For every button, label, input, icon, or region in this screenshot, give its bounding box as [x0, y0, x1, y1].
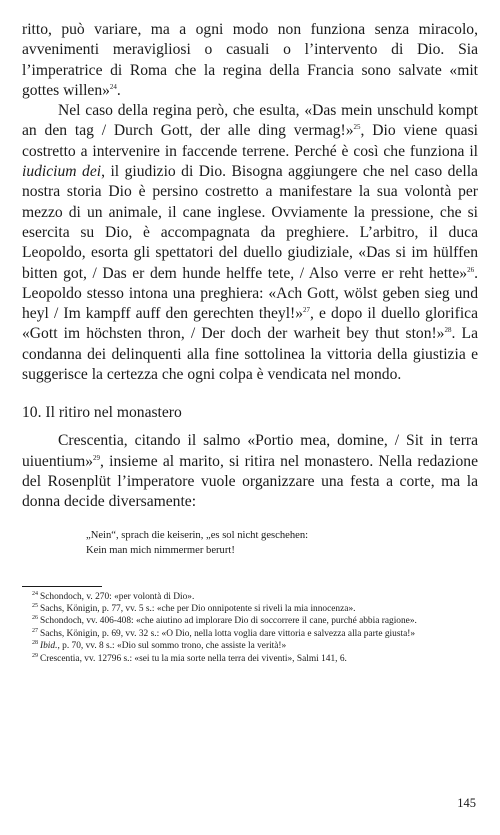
paragraph-1: [22, 20, 478, 101]
paragraph-2: [22, 101, 478, 385]
section-heading: 10. Il ritiro nel monastero: [22, 404, 182, 422]
section-paragraph: [22, 431, 478, 512]
footnote-text: Schondoch, v. 270: «per volontà di Dio».: [40, 591, 195, 602]
text-run: , e dopo il duello glorifica «Gott im höchsten thron, / Der doch der warheit bey thut ston!»: [22, 305, 478, 343]
footnotes: [22, 591, 478, 665]
footnote-text: , p. 70, vv. 8 s.: «Dio sul sommo trono, che assiste la verità!»: [57, 641, 287, 652]
footnote-reference: 28: [444, 326, 452, 335]
footnote-reference: 25: [353, 123, 361, 132]
footnote: [22, 615, 478, 627]
text-run: Nel caso della regina però, che esulta, «Das mein unschuld kompt an den tag / Durch Gott, der alle ding vermag!»: [22, 102, 478, 140]
text-run: , insieme al marito, si ritira nel monastero. Nella redazione del Rosenplüt l’imperatore vuole organizzare una festa a corte, ma la donna decide diversamente:: [22, 452, 478, 511]
footnote-text: Schondoch, vv. 406-408: «che aiutino ad implorare Dio di soccorrere il cane, purché abbia ragione».: [40, 616, 417, 627]
text-run: . Leopoldo stesso intona una preghiera: «Ach Gott, wölst geben sieg und heyl / Im kampff auff den gerechten theyl!»: [22, 264, 478, 323]
footnote-reference: 24: [109, 82, 117, 91]
footnote-number: 29: [32, 652, 38, 659]
footnote: [22, 591, 478, 603]
section-text: [22, 431, 478, 512]
italic-text: iudicium dei: [22, 163, 102, 181]
footnote-text: Crescentia, vv. 12796 s.: «sei tu la mia sorte nella terra dei viventi», Salmi 141, 6.: [40, 653, 347, 664]
book-page: [22, 20, 478, 665]
footnote: [22, 640, 478, 652]
quote-line: Kein man mich nimmermer berurt!: [86, 544, 235, 556]
footnote: [22, 603, 478, 615]
footnote-text: Sachs, Königin, p. 77, vv. 5 s.: «che per Dio onnipotente si riveli la mia innocenza».: [40, 603, 356, 614]
footnote-text: Sachs, Königin, p. 69, vv. 32 s.: «O Dio, nella lotta voglia dare vittoria e salvezza alla parte giusta!»: [40, 628, 416, 639]
text-run: Crescentia, citando il salmo «Portio mea, domine, / Sit in terra uiuentium»: [22, 432, 478, 470]
text-run: , il giudizio di Dio. Bisogna aggiungere che nel caso della nostra storia Dio è persino costretto a manifestare la sua volontà per mezzo di un animale, il cane inglese. Ovviamente la pressione, che si esercita su Dio, è accompagnata da preghiere. L’arbitro, il duca Leopoldo, esorta gli spettatori del duello giudiziale, «Das si im hülffen bitten got, / Das er dem hunde helffe tete, / Also verre er reht hette»: [22, 163, 478, 282]
footnote-reference: 26: [467, 265, 475, 274]
footnote-number: 27: [32, 627, 38, 634]
quote-line: „Nein“, sprach die keiserin, „es sol nicht geschehen:: [86, 529, 309, 541]
footnote: [22, 628, 478, 640]
footnote: [22, 653, 478, 665]
footnote-number: 26: [32, 615, 38, 622]
footnote-reference: 27: [303, 306, 311, 315]
main-text: [22, 20, 478, 385]
text-run: .: [116, 81, 121, 99]
footnote-divider: [22, 586, 102, 587]
page-number: 145: [457, 796, 476, 810]
text-run: . La condanna dei delinquenti alla fine sottolinea la vittoria della giustizia e suggerisce la certezza che ogni colpa è vendicata nel mondo.: [22, 325, 478, 384]
verse-quote: [86, 528, 478, 558]
footnote-number: 24: [32, 590, 38, 597]
text-run: , Dio viene quasi costretto a intervenire in faccende terrene. Perché è così che funziona il: [22, 122, 479, 160]
footnote-number: 25: [32, 602, 38, 609]
footnote-italic: Ibid.: [40, 641, 58, 652]
text-run: ritto, può variare, ma a ogni modo non funziona senza miracolo, avvenimenti meravigliosi o casuali o l’intervento di Dio. Sia l’imperatrice di Roma che la regina della Francia sono salvate «mit gottes willen»: [22, 21, 478, 99]
footnote-reference: 29: [93, 453, 101, 462]
footnote-number: 28: [32, 640, 38, 647]
